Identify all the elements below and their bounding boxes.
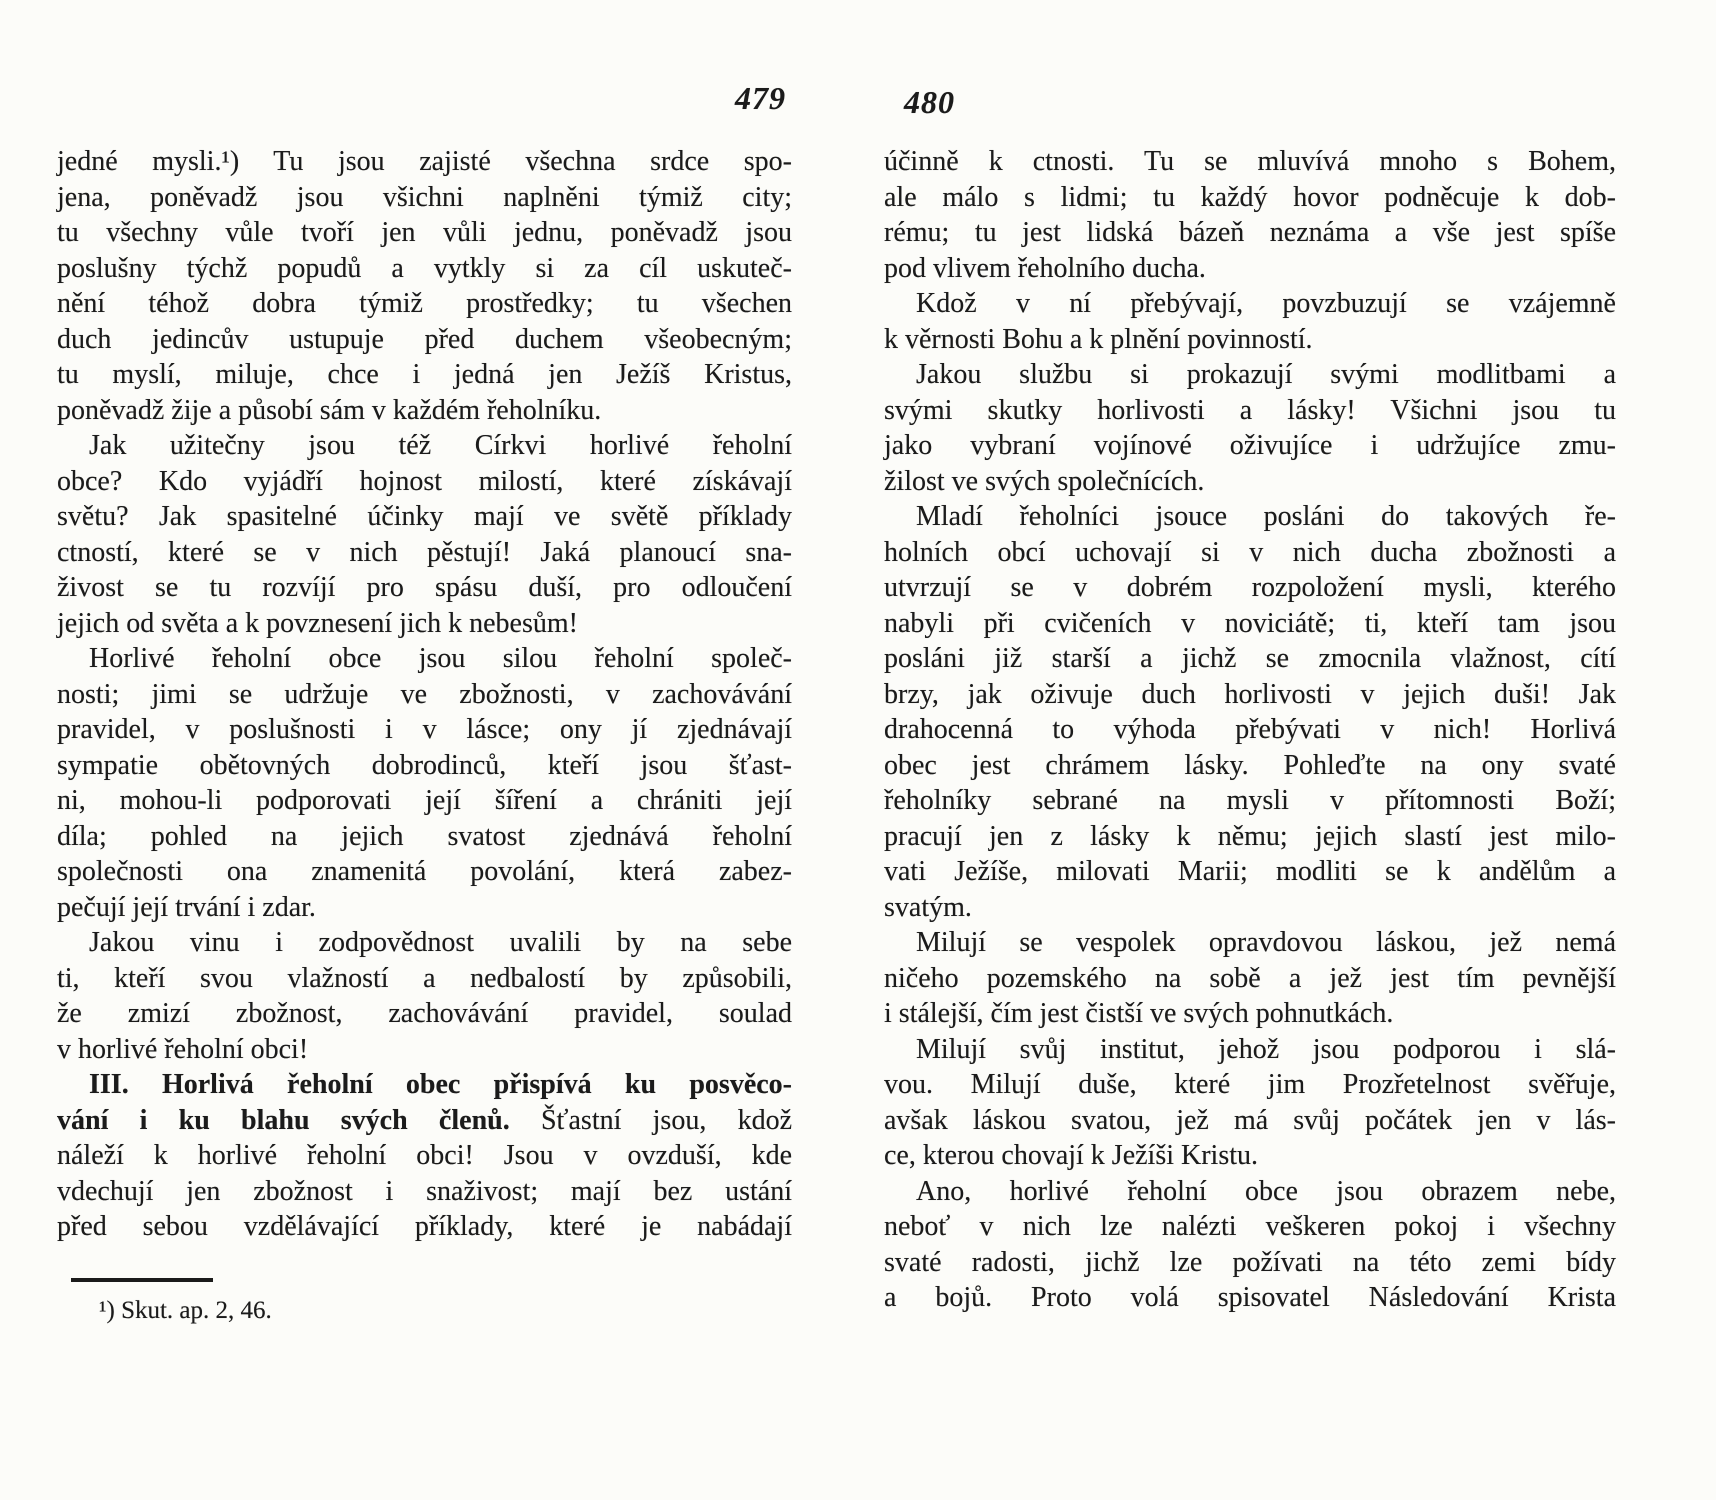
text-segment: obec jest chrámem lásky. Pohleďte na ony svaté: [884, 749, 1616, 781]
text-line: [57, 1209, 792, 1245]
text-segment: sympatie obětovných dobrodinců, kteří jsou šťast-: [57, 749, 792, 781]
text-line: [57, 925, 792, 961]
text-segment: k věrnosti Bohu a k plnění povinností.: [884, 323, 1313, 355]
text-segment: řeholníky sebrané na mysli v přítomnosti Boží;: [884, 785, 1616, 816]
right-page-text-column: [884, 144, 1616, 1316]
text-line: [884, 783, 1616, 819]
text-line: [884, 890, 1616, 926]
text-segment: Mladí řeholníci jsouce posláni do takových ře-: [916, 501, 1616, 532]
bold-text-segment: vání i ku blahu svých členů.: [57, 1104, 510, 1136]
text-line: [884, 570, 1616, 606]
text-line: [884, 499, 1616, 535]
text-line: [884, 712, 1616, 748]
text-segment: vou. Milují duše, které jim Prozřetelnost svěřuje,: [884, 1069, 1616, 1100]
text-segment: jako vybraní vojínové oživujíce i udržujíce zmu-: [884, 430, 1616, 461]
text-segment: účinně k ctnosti. Tu se mluvívá mnoho s Bohem,: [884, 146, 1616, 177]
text-line: [884, 464, 1616, 500]
text-segment: neboť v nich lze nalézti veškeren pokoj i všechny: [884, 1211, 1616, 1242]
text-line: [57, 890, 792, 926]
text-line: [884, 748, 1616, 784]
text-line: [884, 854, 1616, 890]
text-segment: společnosti ona znamenitá povolání, která zabez-: [57, 856, 792, 887]
text-line: [57, 428, 792, 464]
text-segment: že zmizí zbožnost, zachovávání pravidel, soulad: [57, 998, 792, 1029]
text-line: [57, 819, 792, 855]
text-segment: holních obcí uchovají si v nich ducha zbožnosti a: [884, 536, 1616, 568]
text-segment: a bojů. Proto volá spisovatel Následování Krista: [884, 1282, 1616, 1313]
text-segment: Šťastní jsou, kdož: [509, 1104, 792, 1136]
text-segment: nabyli při cvičeních v noviciátě; ti, kteří tam jsou: [884, 607, 1616, 639]
text-segment: svými skutky horlivosti a lásky! Všichni jsou tu: [884, 394, 1616, 426]
text-segment: žilost ve svých společnících.: [884, 465, 1205, 497]
text-line: [884, 215, 1616, 251]
text-line: [57, 180, 792, 216]
text-line: [57, 144, 792, 180]
text-segment: Jak užitečny jsou též Církvi horlivé řeholní: [89, 430, 792, 461]
text-line: [884, 322, 1616, 358]
text-line: [57, 996, 792, 1032]
text-segment: rému; tu jest lidská bázeň neznáma a vše jest spíše: [884, 217, 1616, 248]
text-line: [57, 464, 792, 500]
right-page-number: 480: [904, 84, 955, 120]
text-segment: náleží k horlivé řeholní obci! Jsou v ovzduší, kde: [57, 1140, 792, 1171]
text-segment: tu myslí, miluje, chce i jedná jen Ježíš Kristus,: [57, 359, 792, 390]
footnote: [57, 1278, 792, 1326]
text-line: [57, 783, 792, 819]
text-segment: svatým.: [884, 891, 972, 923]
text-line: [57, 712, 792, 748]
text-segment: ce, kterou chovají k Ježíši Kristu.: [884, 1140, 1259, 1171]
text-segment: díla; pohled na jejich svatost zjednává řeholní: [57, 820, 792, 852]
text-segment: živost se tu rozvíjí pro spásu duší, pro odloučení: [57, 572, 792, 603]
text-segment: nění téhož dobra týmiž prostředky; tu všechen: [57, 288, 792, 319]
text-segment: Jakou vinu i zodpovědnost uvalili by na sebe: [89, 927, 792, 958]
text-line: [884, 1032, 1616, 1068]
text-segment: posláni již starší a jichž se zmocnila vlažnost, cítí: [884, 643, 1616, 674]
text-segment: ni, mohou-li podporovati její šíření a chrániti její: [57, 785, 792, 816]
text-segment: ničeho pozemského na sobě a jež jest tím pevnější: [884, 962, 1616, 994]
text-segment: drahocenná to výhoda přebývati v nich! Horlivá: [884, 714, 1616, 745]
text-line: [57, 570, 792, 606]
text-line: [57, 748, 792, 784]
text-line: [57, 641, 792, 677]
text-segment: světu? Jak spasitelné účinky mají ve světě příklady: [57, 501, 792, 532]
text-line: [884, 925, 1616, 961]
text-segment: vati Ježíše, milovati Marii; modliti se k andělům a: [884, 856, 1616, 887]
text-line: [57, 215, 792, 251]
text-line: [884, 1174, 1616, 1210]
text-line: [884, 428, 1616, 464]
text-line: [884, 819, 1616, 855]
text-segment: ti, kteří svou vlažností a nedbalostí by způsobili,: [57, 962, 792, 994]
text-segment: pod vlivem řeholního ducha.: [884, 252, 1206, 284]
text-line: [884, 1138, 1616, 1174]
text-segment: jedné mysli.¹) Tu jsou zajisté všechna srdce spo-: [57, 146, 792, 177]
text-segment: ctností, které se v nich pěstují! Jaká planoucí sna-: [57, 536, 792, 568]
left-page-text-column: [57, 144, 792, 1245]
text-line: [884, 677, 1616, 713]
text-segment: jejich od světa a k povznesení jich k nebesům!: [57, 607, 578, 639]
text-line: [884, 393, 1616, 429]
text-segment: pečují její trvání i zdar.: [57, 891, 316, 923]
text-line: [884, 1209, 1616, 1245]
text-segment: Horlivé řeholní obce jsou silou řeholní společ-: [89, 643, 792, 674]
text-segment: i stálejší, čím jest čistší ve svých pohnutkách.: [884, 998, 1394, 1029]
text-segment: pracují jen z lásky k němu; jejich slastí jest milo-: [884, 820, 1616, 852]
text-line: [57, 357, 792, 393]
text-line: [57, 535, 792, 571]
text-line: [884, 1280, 1616, 1316]
text-segment: tu všechny vůle tvoří jen vůli jednu, poněvadž jsou: [57, 217, 792, 248]
text-segment: poslušny týchž popudů a vytkly si za cíl uskuteč-: [57, 252, 792, 284]
text-segment: vdechují jen zbožnost i snaživost; mají bez ustání: [57, 1175, 792, 1207]
text-line: [884, 535, 1616, 571]
text-line: [884, 1245, 1616, 1281]
text-line: [884, 641, 1616, 677]
text-line: [57, 499, 792, 535]
left-page-number: 479: [735, 80, 786, 116]
text-line: [884, 1103, 1616, 1139]
text-line: [57, 1174, 792, 1210]
text-line: [57, 1138, 792, 1174]
text-segment: avšak láskou svatou, jež má svůj počátek jen v lás-: [884, 1104, 1616, 1136]
text-segment: duch jedincův ustupuje před duchem všeobecným;: [57, 323, 792, 355]
text-segment: brzy, jak oživuje duch horlivosti v jejich duši! Jak: [884, 678, 1616, 710]
text-line: [884, 286, 1616, 322]
text-line: [57, 1067, 792, 1103]
text-line: [57, 1103, 792, 1139]
text-segment: nosti; jimi se udržuje ve zbožnosti, v zachovávání: [57, 678, 792, 710]
text-segment: v horlivé řeholní obci!: [57, 1033, 309, 1065]
text-line: [884, 251, 1616, 287]
text-line: [884, 180, 1616, 216]
text-line: [884, 357, 1616, 393]
text-segment: před sebou vzdělávající příklady, které je nabádají: [57, 1211, 792, 1242]
bold-text-segment: III. Horlivá řeholní obec přispívá ku posvěco-: [89, 1069, 792, 1100]
text-segment: Milují svůj institut, jehož jsou podporou i slá-: [916, 1033, 1616, 1065]
text-line: [57, 322, 792, 358]
text-segment: svaté radosti, jichž lze požívati na této zemi bídy: [884, 1246, 1616, 1278]
text-segment: Kdož v ní přebývají, povzbuzují se vzájemně: [916, 288, 1616, 319]
text-segment: Milují se vespolek opravdovou láskou, jež nemá: [916, 927, 1616, 958]
text-segment: Ano, horlivé řeholní obce jsou obrazem nebe,: [916, 1175, 1616, 1207]
text-segment: jena, poněvadž jsou všichni naplněni týmiž city;: [57, 181, 792, 213]
text-line: [884, 996, 1616, 1032]
text-line: [57, 677, 792, 713]
footnote-rule: [71, 1278, 213, 1282]
footnote-text: ¹) Skut. ap. 2, 46.: [99, 1297, 272, 1324]
text-line: [57, 854, 792, 890]
text-line: [57, 1032, 792, 1068]
text-segment: pravidel, v poslušnosti i v lásce; ony jí zjednávají: [57, 714, 792, 745]
text-segment: ale málo s lidmi; tu každý hovor podněcuje k dob-: [884, 181, 1616, 213]
text-line: [57, 606, 792, 642]
text-line: [884, 961, 1616, 997]
text-line: [884, 144, 1616, 180]
text-line: [57, 393, 792, 429]
text-segment: Jakou službu si prokazují svými modlitbami a: [916, 359, 1616, 390]
text-line: [884, 1067, 1616, 1103]
text-segment: obce? Kdo vyjádří hojnost milostí, které získávají: [57, 465, 792, 497]
text-line: [57, 961, 792, 997]
text-line: [884, 606, 1616, 642]
text-segment: poněvadž žije a působí sám v každém řeholníku.: [57, 394, 602, 426]
text-line: [57, 286, 792, 322]
text-line: [57, 251, 792, 287]
text-segment: utvrzují se v dobrém rozpoložení mysli, kterého: [884, 572, 1616, 603]
